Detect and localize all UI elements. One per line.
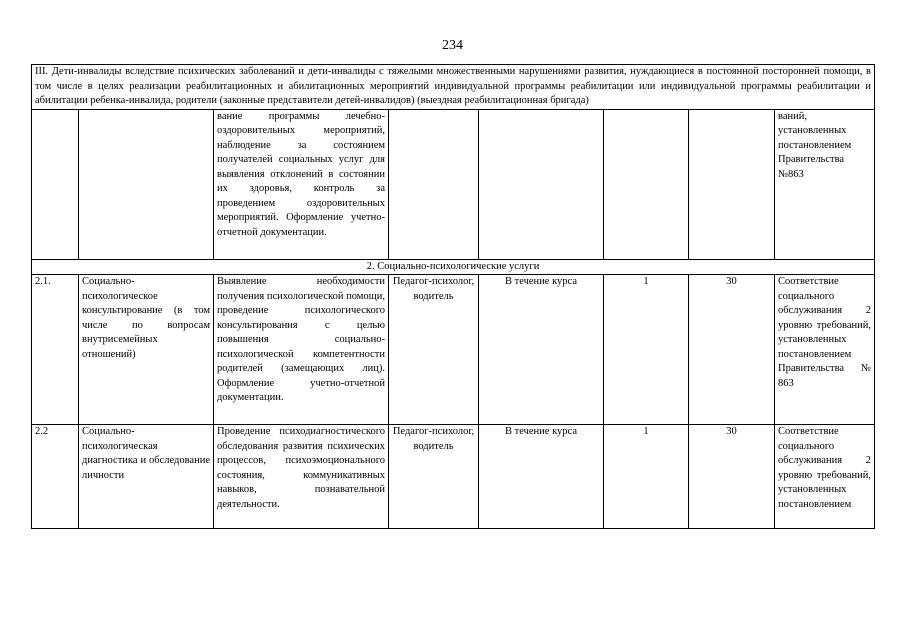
table-row <box>32 425 875 529</box>
quantity: 1 <box>604 275 689 425</box>
specialist: Педагог-психолог, водитель <box>389 425 479 529</box>
standard: Соответствие социального обслуживания 2 уровню требований, установленных постановлением <box>775 425 875 529</box>
table-cell <box>689 109 775 259</box>
table-cell <box>32 109 79 259</box>
period: В течение курса <box>479 425 604 529</box>
subsection-title: 2. Социально-психологические услуги <box>32 259 875 275</box>
section-heading: III. Дети-инвалиды вследствие психических заболеваний и дети-инвалиды с тяжелыми множественными нарушениями развития, нуждающиеся в постоянной посторонней помощи, в том числе в целях реализации реабилитационных и абилитационных мероприятий индивидуальной программы реабилитации или индивидуальной программы реабилитации и абилитации ребенка-инвалида, родители (законные представители детей-инвалидов) (выездная реабилитационная бригада) <box>32 65 875 110</box>
duration: 30 <box>689 275 775 425</box>
table-cell <box>389 109 479 259</box>
specialist: Педагог-психолог, водитель <box>389 275 479 425</box>
duration: 30 <box>689 425 775 529</box>
table-cell <box>79 109 214 259</box>
service-description: Проведение психодиагностического обследования развития психических процессов, психоэмоционального состояния, коммуникативных навыков, познавательной деятельности. <box>214 425 389 529</box>
service-name: Социально-психологическое консультирование (в том числе по вопросам внутрисемейных отношений) <box>79 275 214 425</box>
table-cell <box>479 109 604 259</box>
continuation-description: вание программы лечебно-оздоровительных мероприятий, наблюдение за состоянием получателей социальных услуг для выявления отклонений в состоянии их здоровья, контроль за проведением оздоровительных мероприятий. Оформление учетно-отчетной документации. <box>214 109 389 259</box>
page-number: 234 <box>442 38 463 53</box>
period: В течение курса <box>479 275 604 425</box>
continuation-row <box>32 109 875 259</box>
row-number: 2.1. <box>32 275 79 425</box>
table-cell <box>604 109 689 259</box>
quantity: 1 <box>604 425 689 529</box>
services-table <box>31 64 875 529</box>
service-description: Выявление необходимости получения психологической помощи, проведение психологического консультирования с целью повышения социально-психологической компетентности родителей (замещающих лиц). Оформление учетно-отчетной документации. <box>214 275 389 425</box>
standard: Соответствие социального обслуживания 2 уровню требований, установленных постановлением Правительства № 863 <box>775 275 875 425</box>
row-number: 2.2 <box>32 425 79 529</box>
continuation-standard: ваний, установленных постановлением Правительства №863 <box>775 109 875 259</box>
section-heading-row <box>32 65 875 110</box>
service-name: Социально-психологическая диагностика и обследование личности <box>79 425 214 529</box>
subsection-row <box>32 259 875 275</box>
table-row <box>32 275 875 425</box>
